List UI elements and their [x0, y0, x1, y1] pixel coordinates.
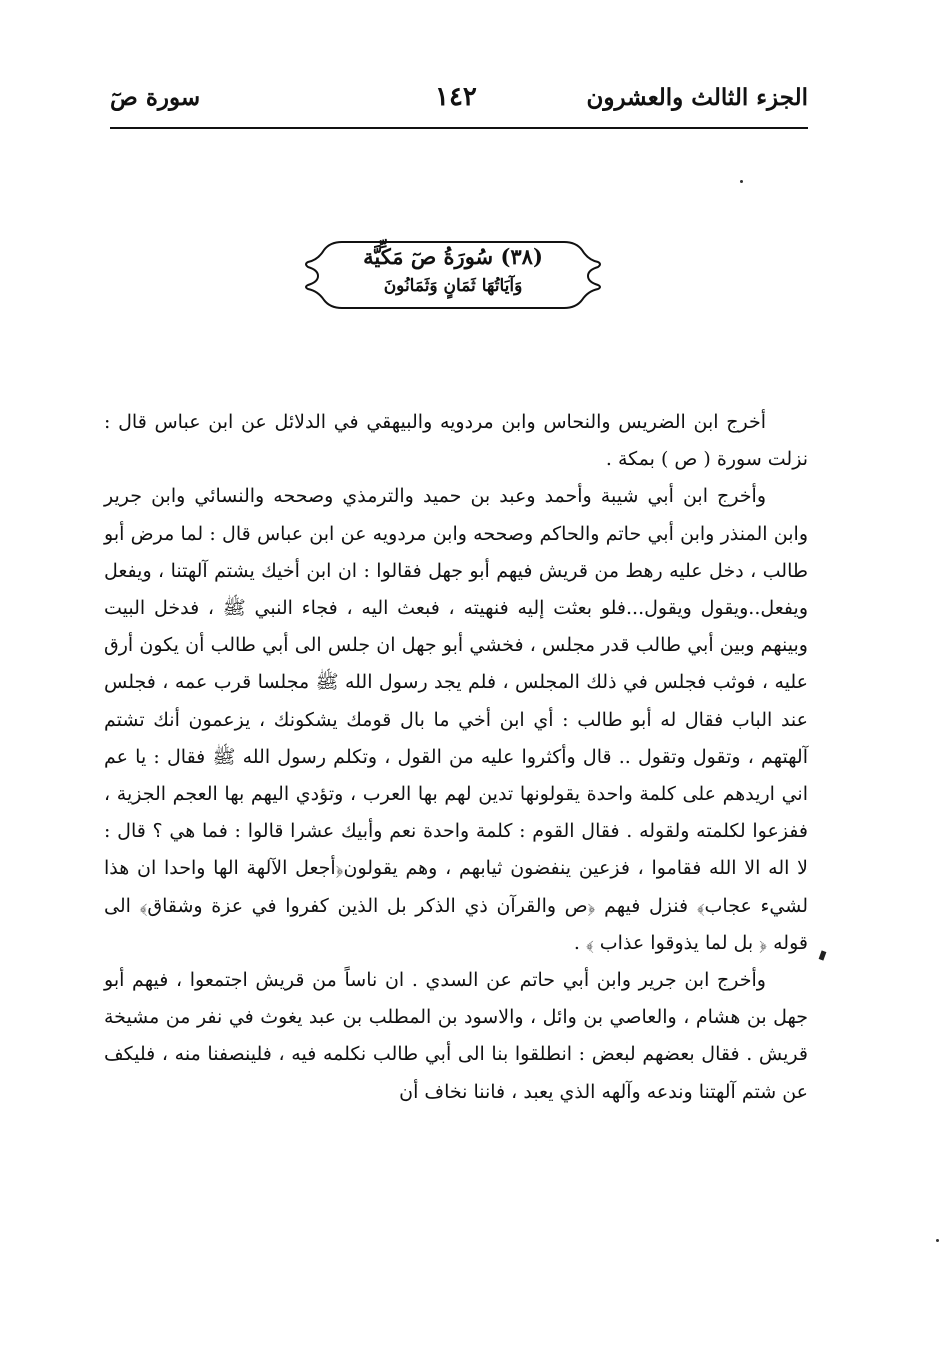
paragraph-2: وأخرج ابن أبي شيبة وأحمد وعبد بن حميد والترمذي وصححه والنسائي وابن جرير وابن المنذر وابن أبي حاتم والحاكم وصححه وابن مردويه عن ابن عباس قال : لما مرض أبو طالب ، دخل عليه رهط من قريش فيهم أبو جهل فقالوا : ان ابن أخيك يشتم آلهتنا ، ويفعل ويفعل..ويقول ويقول...فلو بعثت إليه فنهيته ، فبعث اليه ، فجاء النبي ﷺ ، فدخل البيت وبينهم وبين أبي طالب قدر مجلس ، فخشي أبو جهل ان جلس الى أبي طالب أن يكون أرق عليه ، فوثب فجلس في ذلك المجلس ، فلم يجد رسول الله ﷺ مجلسا قرب عمه ، فجلس عند الباب فقال له أبو طالب : أي ابن أخي ما بال قومك يشكونك ، يزعمون أنك تشتم آلهتهم ، وتقول وتقول .. قال وأكثروا عليه من القول ، وتكلم رسول الله ﷺ فقال : يا عم اني اريدهم على كلمة واحدة يقولونها تدين لهم بها العرب ، وتؤدي اليهم بها العجم الجزية ، ففزعوا لكلمته ولقوله . فقال القوم : كلمة واحدة نعم وأبيك عشرا قالوا : فما هي ؟ قال : لا اله الا الله فقاموا ، فزعين ينفضون ثيابهم ، وهم يقولون﴿أجعل الآلهة الها واحدا ان هذا لشيء عجاب﴾ فنزل فيهم ﴿ص والقرآن ذي الذكر بل الذين كفروا في عزة وشقاق﴾ الى قوله ﴿ بل لما يذوقوا عذاب ﴾ .: [104, 485, 808, 954]
body-text: [104, 404, 808, 1111]
scan-speck: [740, 180, 743, 183]
header-rule: [110, 127, 808, 129]
surah-title-line2: وَآيَاتُهَا ثَمَانٍ وَثَمَانُونَ: [383, 276, 523, 296]
page-number: ١٤٢: [435, 82, 477, 112]
surah-title-line1: (٣٨) سُورَةُ صٓ مَكِّيَّة: [363, 244, 543, 269]
paragraph-1: أخرج ابن الضريس والنحاس وابن مردويه والبيهقي في الدلائل عن ابن عباس قال : نزلت سورة ( ص ) بمكة .: [104, 411, 808, 471]
running-header: [110, 82, 808, 124]
paragraph-3: وأخرج ابن جرير وابن أبي حاتم عن السدي . ان ناساً من قريش اجتمعوا ، فيهم أبو جهل بن هشام ، والعاصي بن وائل ، والاسود بن المطلب بن عبد يغوث في نفر من مشيخة قريش . فقال بعضهم لبعض : انطلقوا بنا الى أبي طالب نكلمه فيه ، فلينصفنا منه ، فليكف عن شتم آلهتنا وندعه وآلهه الذي يعبد ، فاننا نخاف أن: [104, 969, 808, 1103]
surah-title-cartouche: [302, 236, 604, 314]
margin-mark: [819, 950, 827, 960]
part-title: الجزء الثالث والعشرون: [586, 84, 808, 111]
surah-name-header: سورة صٓ: [110, 84, 201, 111]
scan-speck: [936, 1239, 939, 1242]
